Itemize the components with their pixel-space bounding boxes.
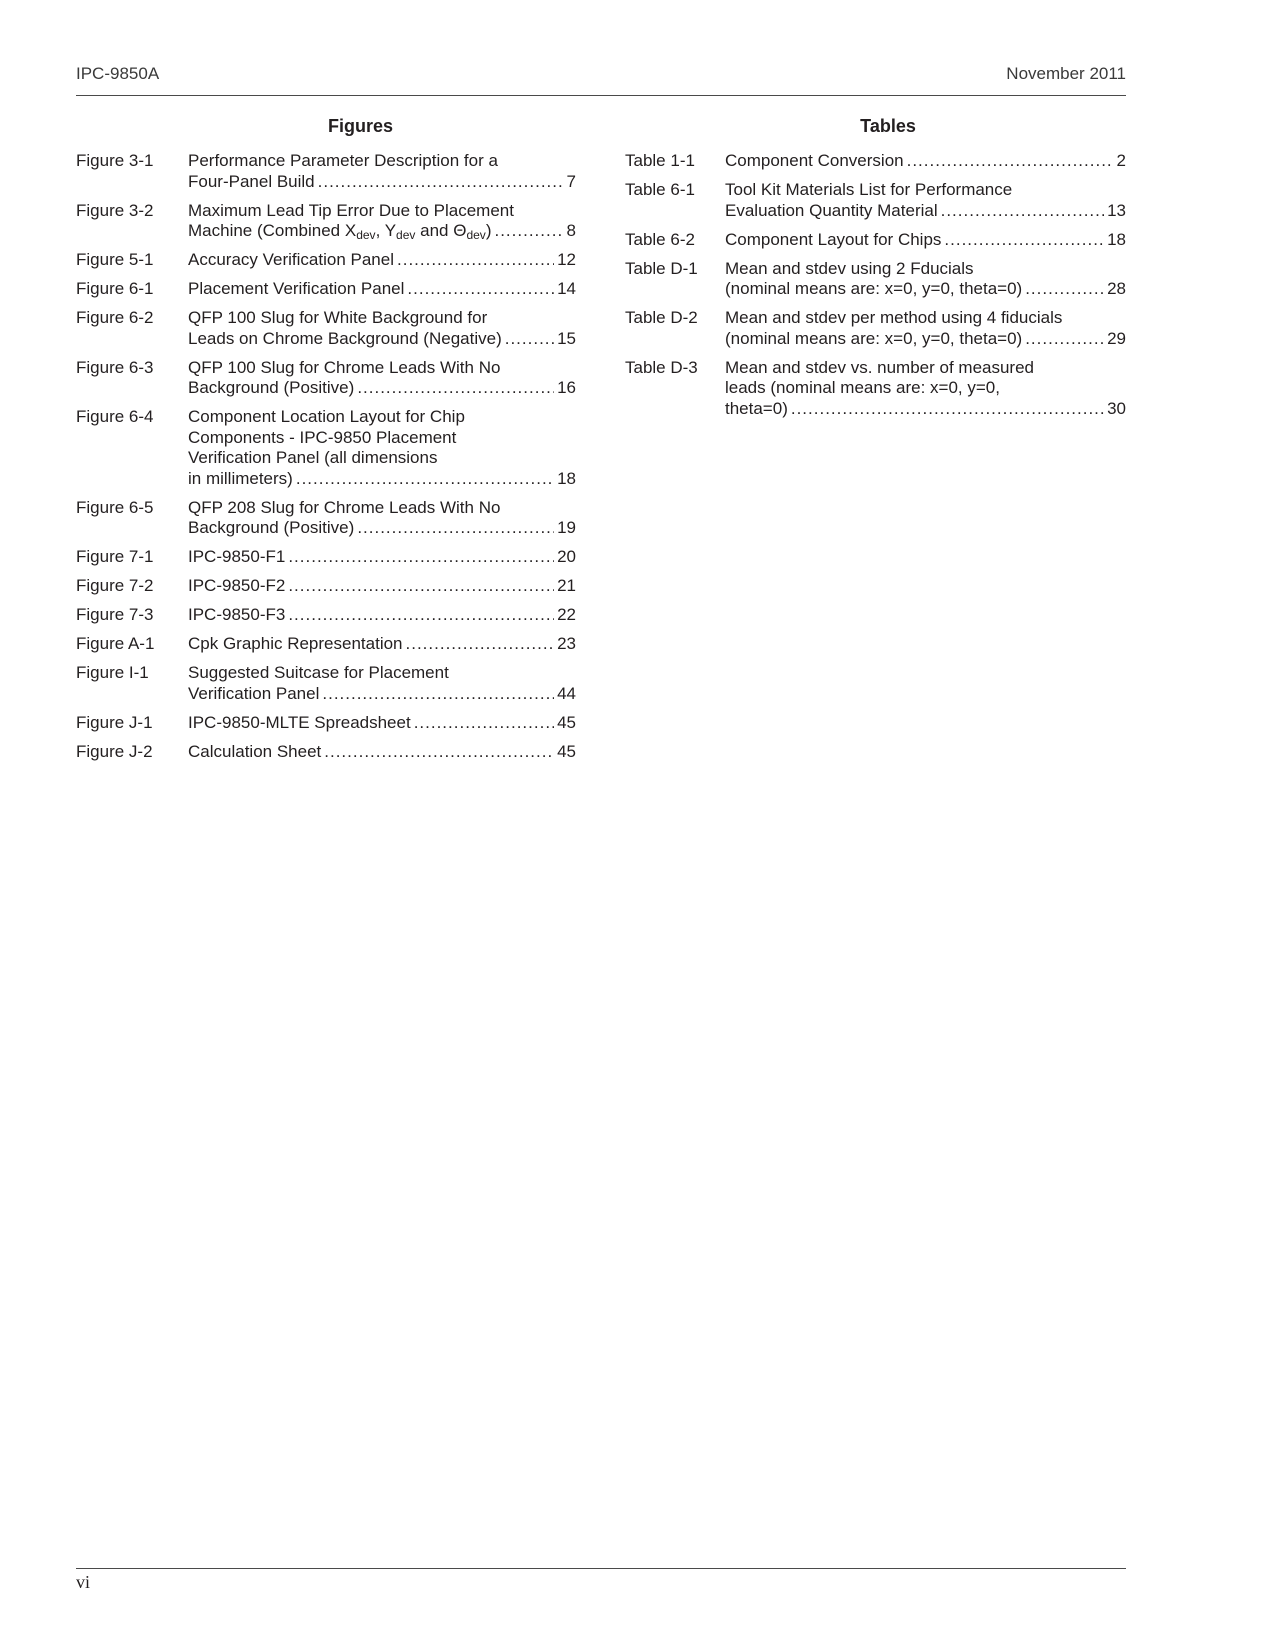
figure-entry[interactable]: [76, 308, 576, 349]
caption-fragment: and Θ: [415, 221, 467, 240]
figure-caption-line: Components - IPC-9850 Placement: [188, 427, 457, 447]
dot-leader: [907, 151, 1114, 172]
figure-entry[interactable]: [76, 547, 576, 568]
dot-leader: [288, 605, 554, 626]
document-id: IPC-9850A: [76, 64, 160, 83]
table-caption: [725, 358, 1126, 420]
running-header: [76, 64, 1126, 84]
table-page-number: 28: [1107, 279, 1126, 298]
table-caption-last-line: [725, 151, 1126, 172]
figure-caption-text: [188, 221, 491, 242]
figure-caption-last-line: [188, 378, 576, 399]
table-caption-line: Mean and stdev per method using 4 fiducials: [725, 308, 1063, 327]
figure-caption-last-line: [188, 634, 576, 655]
figure-caption: [188, 547, 576, 568]
caption-fragment: , Y: [375, 221, 397, 240]
table-caption-line: Mean and stdev using 2 Fducials: [725, 258, 974, 278]
figure-entry[interactable]: [76, 201, 576, 242]
figure-number: Figure 7-1: [76, 547, 154, 566]
figure-caption-line: Verification Panel (all dimensions: [188, 448, 438, 467]
table-caption: [725, 151, 1126, 172]
figure-entry[interactable]: [76, 605, 576, 626]
header-rule: [76, 95, 1126, 96]
table-number: Table 6-1: [625, 180, 695, 199]
page-number: vi: [76, 1572, 91, 1592]
figure-caption: [188, 498, 576, 539]
figure-entry[interactable]: [76, 663, 576, 704]
figure-entry[interactable]: [76, 407, 576, 489]
subscript-text: dev: [466, 228, 486, 242]
figure-caption-last-line: [188, 279, 576, 300]
figure-page-number: 18: [557, 468, 576, 488]
figure-caption-text: in millimeters): [188, 468, 293, 488]
figure-page-number: 22: [557, 605, 576, 624]
figure-number: Figure 5-1: [76, 250, 154, 269]
figure-caption-text: Accuracy Verification Panel: [188, 250, 394, 269]
table-number: Table D-1: [625, 258, 698, 278]
figure-number: Figure 6-5: [76, 497, 154, 517]
figure-caption: [188, 151, 576, 192]
table-number: Table 1-1: [625, 151, 695, 170]
figure-number: Figure A-1: [76, 634, 155, 653]
figure-caption-last-line: [188, 742, 576, 763]
figure-caption-last-line: [188, 172, 576, 193]
figure-number: Figure 6-2: [76, 308, 154, 327]
figure-number: Figure 6-4: [76, 407, 154, 426]
table-caption-last-line: [725, 201, 1126, 222]
figure-entry[interactable]: [76, 713, 576, 734]
dot-leader: [322, 684, 554, 705]
figure-caption-text: Placement Verification Panel: [188, 279, 405, 298]
dot-leader: [505, 329, 554, 350]
figure-caption-last-line: [188, 576, 576, 597]
figure-caption-line: QFP 208 Slug for Chrome Leads With No: [188, 497, 501, 517]
table-caption: [725, 180, 1126, 221]
tables-heading: Tables: [860, 116, 916, 136]
table-caption-text: Component Layout for Chips: [725, 229, 942, 249]
figure-caption-last-line: [188, 221, 576, 242]
figure-entry[interactable]: [76, 250, 576, 271]
table-caption-text: (nominal means are: x=0, y=0, theta=0): [725, 328, 1023, 348]
table-entry[interactable]: [625, 358, 1126, 420]
table-number: Table D-2: [625, 308, 698, 327]
figure-caption-text: IPC-9850-F3: [188, 605, 286, 624]
figure-caption: [188, 407, 576, 489]
dot-leader: [296, 469, 554, 490]
tables-list: [625, 113, 1126, 428]
figure-page-number: 21: [557, 576, 576, 595]
figure-page-number: 8: [566, 221, 576, 240]
figure-caption-line: QFP 100 Slug for White Background for: [188, 308, 488, 327]
figure-page-number: 45: [557, 712, 576, 732]
dot-leader: [494, 221, 563, 242]
caption-fragment: Machine (Combined X: [188, 221, 357, 240]
figure-caption-last-line: [188, 605, 576, 626]
figure-number: Figure 7-3: [76, 605, 154, 624]
figure-caption-line: QFP 100 Slug for Chrome Leads With No: [188, 357, 501, 377]
figure-caption-text: Four-Panel Build: [188, 171, 315, 191]
figure-caption: [188, 576, 576, 597]
table-page-number: 13: [1107, 200, 1126, 220]
figure-page-number: 12: [557, 250, 576, 269]
figure-number: Figure 6-3: [76, 357, 154, 377]
figure-page-number: 7: [566, 171, 576, 191]
table-caption-line: Tool Kit Materials List for Performance: [725, 180, 1013, 199]
table-page-number: 18: [1107, 229, 1126, 249]
figure-caption: [188, 308, 576, 349]
dot-leader: [407, 279, 554, 300]
dot-leader: [791, 399, 1104, 420]
table-caption-last-line: [725, 329, 1126, 350]
figure-entry[interactable]: [76, 634, 576, 655]
table-entry[interactable]: [625, 151, 1126, 172]
figure-caption: [188, 250, 576, 271]
figure-number: Figure I-1: [76, 663, 149, 682]
figure-page-number: 23: [557, 634, 576, 653]
figure-entry[interactable]: [76, 742, 576, 763]
table-caption-line: Mean and stdev vs. number of measured: [725, 357, 1034, 377]
figure-caption: [188, 634, 576, 655]
figure-caption-text: IPC-9850-F1: [188, 547, 286, 566]
table-entry[interactable]: [625, 180, 1126, 221]
figure-caption-line: Performance Parameter Description for a: [188, 151, 498, 170]
table-caption-last-line: [725, 279, 1126, 300]
figure-caption-last-line: [188, 547, 576, 568]
figure-page-number: 19: [557, 518, 576, 537]
figure-caption: [188, 279, 576, 300]
figures-entries: [76, 151, 576, 762]
figure-caption-text: Leads on Chrome Background (Negative): [188, 328, 502, 348]
figure-page-number: 15: [557, 328, 576, 348]
dot-leader: [944, 230, 1104, 251]
subscript-text: dev: [396, 228, 416, 242]
tables-entries: [625, 151, 1126, 419]
figure-caption-last-line: [188, 250, 576, 271]
table-caption-last-line: [725, 399, 1126, 420]
dot-leader: [397, 250, 554, 271]
figure-caption-last-line: [188, 469, 576, 490]
figure-caption-text: Background (Positive): [188, 378, 355, 397]
dot-leader: [288, 547, 554, 568]
figure-number: Figure 3-1: [76, 151, 154, 170]
table-entry[interactable]: [625, 308, 1126, 349]
footer-rule: [76, 1568, 1126, 1569]
figure-number: Figure 7-2: [76, 576, 154, 595]
table-caption: [725, 259, 1126, 300]
table-caption-text: Component Conversion: [725, 151, 904, 170]
table-caption-text: theta=0): [725, 398, 788, 418]
figure-entry[interactable]: [76, 358, 576, 399]
dot-leader: [941, 201, 1104, 222]
figure-entry[interactable]: [76, 576, 576, 597]
figure-caption-last-line: [188, 329, 576, 350]
figure-caption: [188, 605, 576, 626]
table-caption: [725, 308, 1126, 349]
figure-number: Figure 6-1: [76, 279, 154, 298]
dot-leader: [318, 172, 564, 193]
dot-leader: [288, 576, 554, 597]
figures-list: [76, 113, 576, 771]
figure-page-number: 44: [557, 683, 576, 703]
figure-number: Figure J-2: [76, 741, 153, 761]
figure-caption-last-line: [188, 713, 576, 734]
table-caption-line: leads (nominal means are: x=0, y=0,: [725, 378, 1000, 397]
figure-caption-line: Component Location Layout for Chip: [188, 407, 465, 426]
figure-caption: [188, 663, 576, 704]
figure-caption-text: Background (Positive): [188, 518, 355, 537]
figure-page-number: 16: [557, 378, 576, 397]
figure-caption: [188, 358, 576, 399]
figure-entry[interactable]: [76, 151, 576, 192]
table-entry[interactable]: [625, 259, 1126, 300]
figure-number: Figure 3-2: [76, 200, 154, 220]
figure-caption: [188, 742, 576, 763]
figure-entry[interactable]: [76, 498, 576, 539]
caption-fragment: ): [485, 221, 492, 240]
dot-leader: [414, 713, 554, 734]
table-caption-text: (nominal means are: x=0, y=0, theta=0): [725, 279, 1023, 298]
table-caption-text: Evaluation Quantity Material: [725, 200, 938, 220]
figure-page-number: 14: [557, 279, 576, 298]
dot-leader: [1025, 329, 1104, 350]
figure-caption-text: Calculation Sheet: [188, 741, 322, 761]
figure-number: Figure J-1: [76, 712, 153, 732]
figure-caption-text: Verification Panel: [188, 683, 320, 703]
figure-page-number: 20: [557, 547, 576, 566]
dot-leader: [357, 518, 554, 539]
figure-caption: [188, 201, 576, 242]
dot-leader: [1025, 279, 1104, 300]
figure-caption-last-line: [188, 518, 576, 539]
figure-caption-line: Suggested Suitcase for Placement: [188, 663, 449, 682]
table-caption: [725, 230, 1126, 251]
figure-caption-text: IPC-9850-MLTE Spreadsheet: [188, 712, 411, 732]
table-entry[interactable]: [625, 230, 1126, 251]
dot-leader: [324, 742, 554, 763]
figure-caption-last-line: [188, 684, 576, 705]
figure-entry[interactable]: [76, 279, 576, 300]
figure-caption-text: Cpk Graphic Representation: [188, 634, 403, 653]
document-date: November 2011: [1006, 64, 1126, 83]
figure-caption-line: Maximum Lead Tip Error Due to Placement: [188, 200, 514, 220]
table-number: Table D-3: [625, 357, 698, 377]
table-page-number: 2: [1116, 151, 1126, 170]
dot-leader: [406, 634, 555, 655]
table-page-number: 30: [1107, 398, 1126, 418]
table-caption-last-line: [725, 230, 1126, 251]
figures-heading: Figures: [328, 116, 394, 136]
dot-leader: [357, 378, 554, 399]
figure-caption-text: IPC-9850-F2: [188, 576, 286, 595]
subscript-text: dev: [356, 228, 376, 242]
figure-caption: [188, 713, 576, 734]
table-number: Table 6-2: [625, 229, 695, 249]
table-page-number: 29: [1107, 328, 1126, 348]
figure-page-number: 45: [557, 741, 576, 761]
